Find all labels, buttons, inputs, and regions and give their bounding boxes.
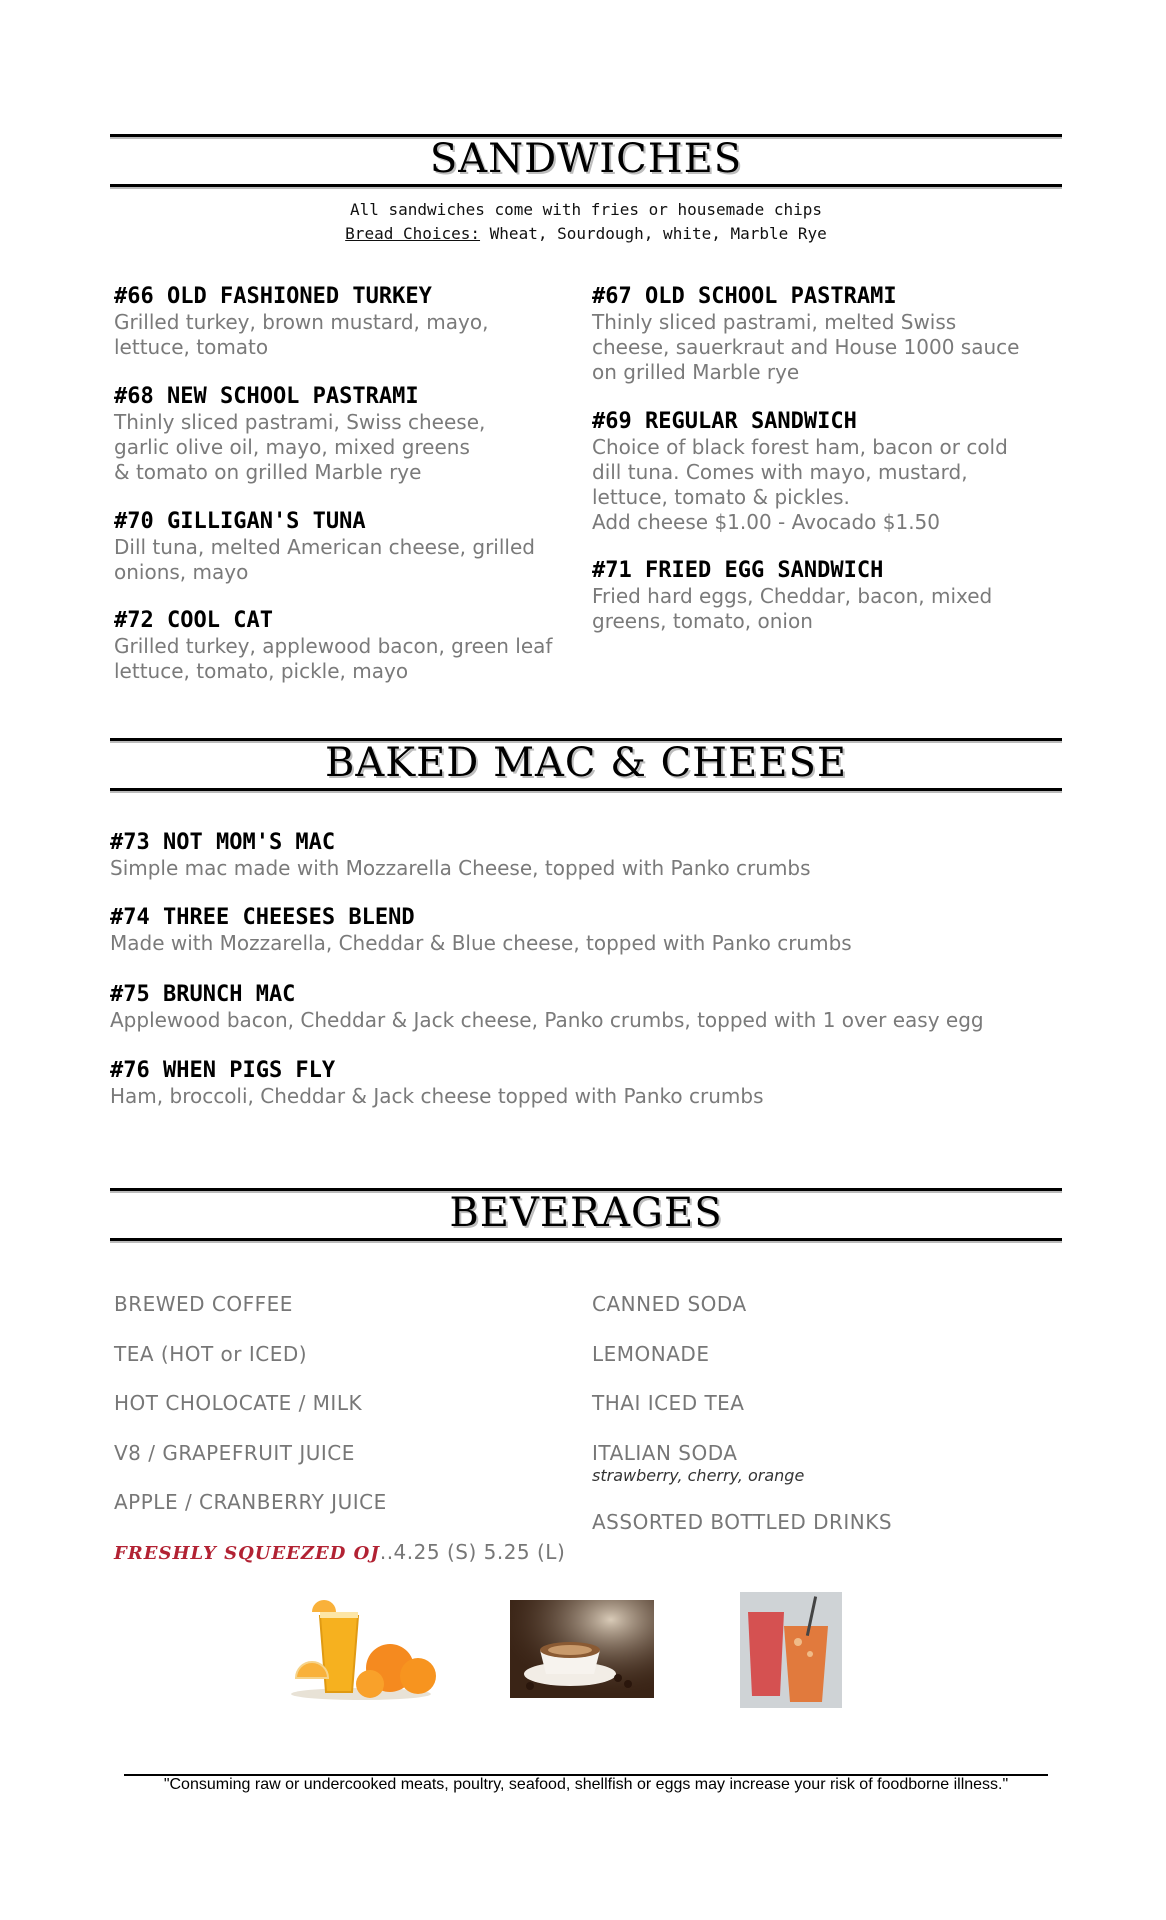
header-rule-bottom	[110, 184, 1062, 187]
mac-title: BAKED MAC & CHEESE	[324, 740, 848, 786]
menu-item-67	[592, 284, 1062, 385]
menu-item-68	[114, 384, 584, 485]
item-description: Applewood bacon, Cheddar & Jack cheese, Panko crumbs, topped with 1 over easy egg	[110, 1008, 984, 1032]
sandwich-sides-note: All sandwiches come with fries or housemade chips	[349, 200, 822, 219]
item-name: #76 WHEN PIGS FLY	[110, 1058, 336, 1083]
fresh-oj-line	[114, 1540, 565, 1564]
item-description: Simple mac made with Mozzarella Cheese, topped with Panko crumbs	[110, 856, 811, 880]
orange-juice-image	[278, 1590, 444, 1702]
item-name: #70 GILLIGAN'S TUNA	[114, 509, 366, 534]
menu-item-74	[110, 905, 1062, 956]
menu-item-72	[114, 608, 594, 684]
beverage-item: APPLE / CRANBERRY JUICE	[114, 1490, 387, 1514]
menu-item-76	[110, 1058, 1062, 1109]
beverages-header	[110, 1188, 1062, 1244]
item-name: #69 REGULAR SANDWICH	[592, 409, 857, 434]
menu-item-73	[110, 830, 1062, 881]
menu-item-69	[592, 409, 1062, 535]
bread-choices	[110, 224, 1062, 243]
fresh-oj-price: ..4.25 (S) 5.25 (L)	[379, 1540, 566, 1564]
item-description: Thinly sliced pastrami, Swiss cheese, garlic olive oil, mayo, mixed greens & tomato on grilled Marble rye	[114, 410, 486, 484]
beverage-item: HOT CHOLOCATE / MILK	[114, 1391, 363, 1415]
fresh-oj-label: FRESHLY SQUEEZED OJ	[114, 1543, 380, 1564]
food-safety-disclaimer: "Consuming raw or undercooked meats, poultry, seafood, shellfish or eggs may increase your risk of foodborne illness."	[163, 1776, 1009, 1793]
sandwiches-title: SANDWICHES	[429, 136, 743, 182]
item-name: #72 COOL CAT	[114, 608, 273, 633]
mac-header	[110, 738, 1062, 794]
iced-tea-image	[740, 1592, 842, 1708]
item-name: #68 NEW SCHOOL PASTRAMI	[114, 384, 419, 409]
beverage-item: LEMONADE	[592, 1342, 710, 1366]
coffee-cup-image	[510, 1600, 654, 1698]
item-name: #73 NOT MOM'S MAC	[110, 830, 336, 855]
menu-item-70	[114, 509, 584, 585]
item-description: Grilled turkey, brown mustard, mayo, lettuce, tomato	[114, 310, 489, 359]
beverage-item: THAI ICED TEA	[592, 1391, 745, 1415]
sandwiches-header	[110, 134, 1062, 190]
item-description: Grilled turkey, applewood bacon, green leaf lettuce, tomato, pickle, mayo	[114, 634, 553, 683]
menu-item-71	[592, 558, 1062, 634]
item-name: #67 OLD SCHOOL PASTRAMI	[592, 284, 897, 309]
item-description: Choice of black forest ham, bacon or cold dill tuna. Comes with mayo, mustard, lettuce, tomato & pickles. Add cheese $1.00 - Avocado $1.50	[592, 435, 1008, 534]
beverage-item: BREWED COFFEE	[114, 1292, 293, 1316]
beverage-item: V8 / GRAPEFRUIT JUICE	[114, 1441, 355, 1465]
bread-choices-options: Wheat, Sourdough, white, Marble Rye	[480, 224, 827, 243]
bread-choices-label: Bread Choices:	[345, 224, 481, 243]
item-name: #71 FRIED EGG SANDWICH	[592, 558, 884, 583]
item-name: #75 BRUNCH MAC	[110, 982, 296, 1007]
item-description: Thinly sliced pastrami, melted Swiss cheese, sauerkraut and House 1000 sauce on grilled Marble rye	[592, 310, 1020, 384]
header-rule-bottom	[110, 1238, 1062, 1241]
header-rule-bottom	[110, 788, 1062, 791]
item-name: #74 THREE CHEESES BLEND	[110, 905, 415, 930]
beverages-title: BEVERAGES	[449, 1190, 723, 1236]
item-description: Made with Mozzarella, Cheddar & Blue cheese, topped with Panko crumbs	[110, 931, 852, 955]
item-description: Fried hard eggs, Cheddar, bacon, mixed greens, tomato, onion	[592, 584, 993, 633]
menu-item-66	[114, 284, 584, 360]
beverage-item: TEA (HOT or ICED)	[114, 1342, 308, 1366]
menu-item-75	[110, 982, 1062, 1033]
beverage-item: CANNED SODA	[592, 1292, 747, 1316]
beverage-item: ASSORTED BOTTLED DRINKS	[592, 1510, 893, 1534]
item-description: Ham, broccoli, Cheddar & Jack cheese topped with Panko crumbs	[110, 1084, 764, 1108]
beverage-item: ITALIAN SODA	[592, 1441, 738, 1465]
italian-soda-flavors: strawberry, cherry, orange	[592, 1466, 805, 1485]
item-description: Dill tuna, melted American cheese, grilled onions, mayo	[114, 535, 535, 584]
item-name: #66 OLD FASHIONED TURKEY	[114, 284, 432, 309]
